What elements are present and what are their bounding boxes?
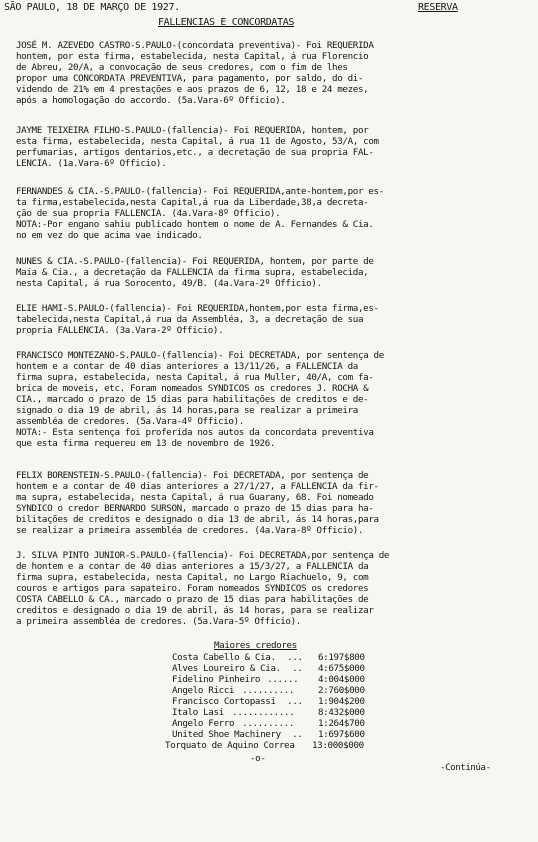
creditor-name: Angelo Ricci (172, 685, 235, 696)
entry-line: signado o dia 19 de abril, ás 14 horas,para se realizar a primeira (16, 405, 358, 416)
entry-line: CIA., marcado o prazo de 15 dias para habilitações de creditos e de- (16, 394, 369, 405)
creditor-amount: 13:000$000 (312, 740, 364, 751)
creditor-leader: .. (287, 663, 303, 674)
entry-line: JOSÉ M. AZEVEDO CASTRO-S.PAULO-(concordata preventiva)- Foi REQUERIDA (16, 40, 374, 51)
creditor-name: Francisco Cortopassi (172, 696, 276, 707)
creditor-amount: 4:004$000 (318, 674, 365, 685)
entry-line: J. SILVA PINTO JUNIOR-S.PAULO-(fallencia)- Foi DECRETADA,por sentença de (16, 550, 390, 561)
creditor-amount: 1:264$700 (318, 718, 365, 729)
entry-line: JAYME TEIXEIRA FILHO-S.PAULO-(fallencia)- Foi REQUERIDA, hontem, por (16, 125, 369, 136)
entry-line: propria FALLENCIA. (3a.Vara-2º Officio). (16, 325, 224, 336)
entry-line: LENCIA. (1a.Vara-6º Officio). (16, 158, 167, 169)
creditor-name: Alves Loureiro & Cia. (172, 663, 281, 674)
creditor-amount: 8:432$000 (318, 707, 365, 718)
creditor-name: Torquato de Aquino Correa (165, 740, 295, 751)
creditor-name: Costa Cabello & Cia. (172, 652, 276, 663)
dateline: SÃO PAULO, 18 DE MARÇO DE 1927. (4, 2, 180, 13)
entry-line: hontem e a contar de 40 dias anteriores a 13/11/26, a FALLENCIA da (16, 361, 358, 372)
entry-line: nesta Capital, á rua Sorocento, 49/B. (4a.Vara-2º Officio). (16, 278, 322, 289)
entry-line: de Abreu, 20/A, a convocação de seus credores, com o fim de lhes (16, 62, 348, 73)
entry-line: tabelecida,nesta Capital,á rua da Assembléa, 3, a decretação de sua (16, 314, 364, 325)
entry-line: hontem e a contar de 40 dias anteriores a 27/1/27, a FALLENCIA da fir- (16, 481, 379, 492)
entry-note: no em vez do que acima vae indicado. (16, 230, 203, 241)
creditor-name: United Shoe Machinery (172, 729, 281, 740)
entry-line: esta firma, estabelecida, nesta Capital, á rua 11 de Agosto, 53/A, com (16, 136, 379, 147)
entry-line: bilitações de creditos e designado o dia 13 de abril, ás 14 horas,para (16, 514, 379, 525)
entry-line: assembléa de credores. (5a.Vara-4º Officio). (16, 416, 244, 427)
entry-line: couros e artigos para sapateiro. Foram nomeados SYNDICOS os credores (16, 583, 369, 594)
entry-line: ma supra, estabelecida, nesta Capital, á rua Guarany, 68. Foi nomeado (16, 492, 374, 503)
entry-line: se realizar a primeira assembléa de credores. (4a.Vara-8º Officio). (16, 525, 364, 536)
entry-note: que esta firma requereu em 13 de novembro de 1926. (16, 438, 276, 449)
creditor-amount: 1:904$200 (318, 696, 365, 707)
entry-line: firma supra, estabelecida, nesta Capital, no Largo Riachuelo, 9, com (16, 572, 369, 583)
entry-line: FELIX BORENSTEIN-S.PAULO-(fallencia)- Foi DECRETADA, por sentença de (16, 470, 369, 481)
creditor-leader: ... (282, 652, 303, 663)
creditor-amount: 1:697$600 (318, 729, 365, 740)
creditors-heading: Maiores credores (214, 640, 297, 651)
entry-line: Maia & Cia., a decretação da FALLENCIA da firma supra, estabelecida, (16, 267, 369, 278)
entry-line: ELIE HAMI-S.PAULO-(fallencia)- Foi REQUERIDA,hontem,por esta firma,es- (16, 303, 379, 314)
creditor-leader: .......... (237, 685, 294, 696)
separator: -o- (250, 753, 266, 764)
creditor-name: Italo Lasi (172, 707, 224, 718)
entry-line: creditos e designado o dia 19 de abril, ás 14 horas, para se realizar (16, 605, 374, 616)
entry-line: a primeira assembléa de credores. (5a.Vara-5º Officio). (16, 616, 301, 627)
entry-line: ta firma,estabelecida,nesta Capital,á rua da Liberdade,38,a decreta- (16, 197, 369, 208)
entry-note: NOTA:-Por engano sahiu publicado hontem o nome de A. Fernandes & Cia. (16, 219, 374, 230)
entry-line: brica de moveis, etc. Foram nomeados SYNDICOS os credores J. ROCHA & (16, 383, 369, 394)
entry-line: firma supra, estabelecida, nesta Capital, á rua Muller, 40/A, com fa- (16, 372, 374, 383)
entry-line: após a homologação do accordo. (5a.Vara-6º Officio). (16, 95, 286, 106)
entry-line: FERNANDES & CIA.-S.PAULO-(fallencia)- Foi REQUERIDA,ante-hontem,por es- (16, 186, 384, 197)
entry-note: NOTA:- Esta sentença foi proferida nos autos da concordata preventiva (16, 427, 374, 438)
entry-line: ção de sua propria FALLENCIA. (4a.Vara-8º Officio). (16, 208, 281, 219)
entry-line: videndo de 21% em 4 prestações e aos prazos de 6, 12, 18 e 24 mezes, (16, 84, 369, 95)
entry-line: COSTA CABELLO & CA., marcado o prazo de 15 dias para habilitações de (16, 594, 369, 605)
creditor-leader: ............ (227, 707, 295, 718)
creditor-leader: ...... (262, 674, 299, 685)
entry-line: SYNDICO o credor BERNARDO SURSON, marcado o prazo de 15 dias para ha- (16, 503, 374, 514)
entry-line: de hontem e a contar de 40 dias anteriores a 15/3/27, a FALLENCIA da (16, 561, 369, 572)
entry-line: FRANCISCO MONTEZANO-S.PAULO-(fallencia)- Foi DECRETADA, por sentença de (16, 350, 384, 361)
creditor-leader: .......... (237, 718, 294, 729)
creditor-amount: 4:675$000 (318, 663, 365, 674)
creditor-leader: ... (282, 696, 303, 707)
entry-line: NUNES & CIA.-S.PAULO-(fallencia)- Foi REQUERIDA, hontem, por parte de (16, 256, 374, 267)
creditor-amount: 6:197$800 (318, 652, 365, 663)
continues-label: -Continúa- (440, 763, 491, 773)
entry-line: perfumarias, artigos dentarios,etc., a decretação de sua propria FAL- (16, 147, 374, 158)
entry-line: propor uma CONCORDATA PREVENTIVA, para pagamento, por saldo, do di- (16, 73, 364, 84)
creditor-leader: .. (287, 729, 303, 740)
reserve-stamp: RESERVA (418, 2, 458, 13)
entry-line: hontem, por esta firma, estabelecida, nesta Capital, á rua Florencio (16, 51, 369, 62)
creditor-name: Fidelino Pinheiro (172, 674, 261, 685)
creditor-name: Angelo Ferro (172, 718, 235, 729)
creditor-amount: 2:760$000 (318, 685, 365, 696)
section-title: FALLENCIAS E CONCORDATAS (158, 17, 295, 28)
